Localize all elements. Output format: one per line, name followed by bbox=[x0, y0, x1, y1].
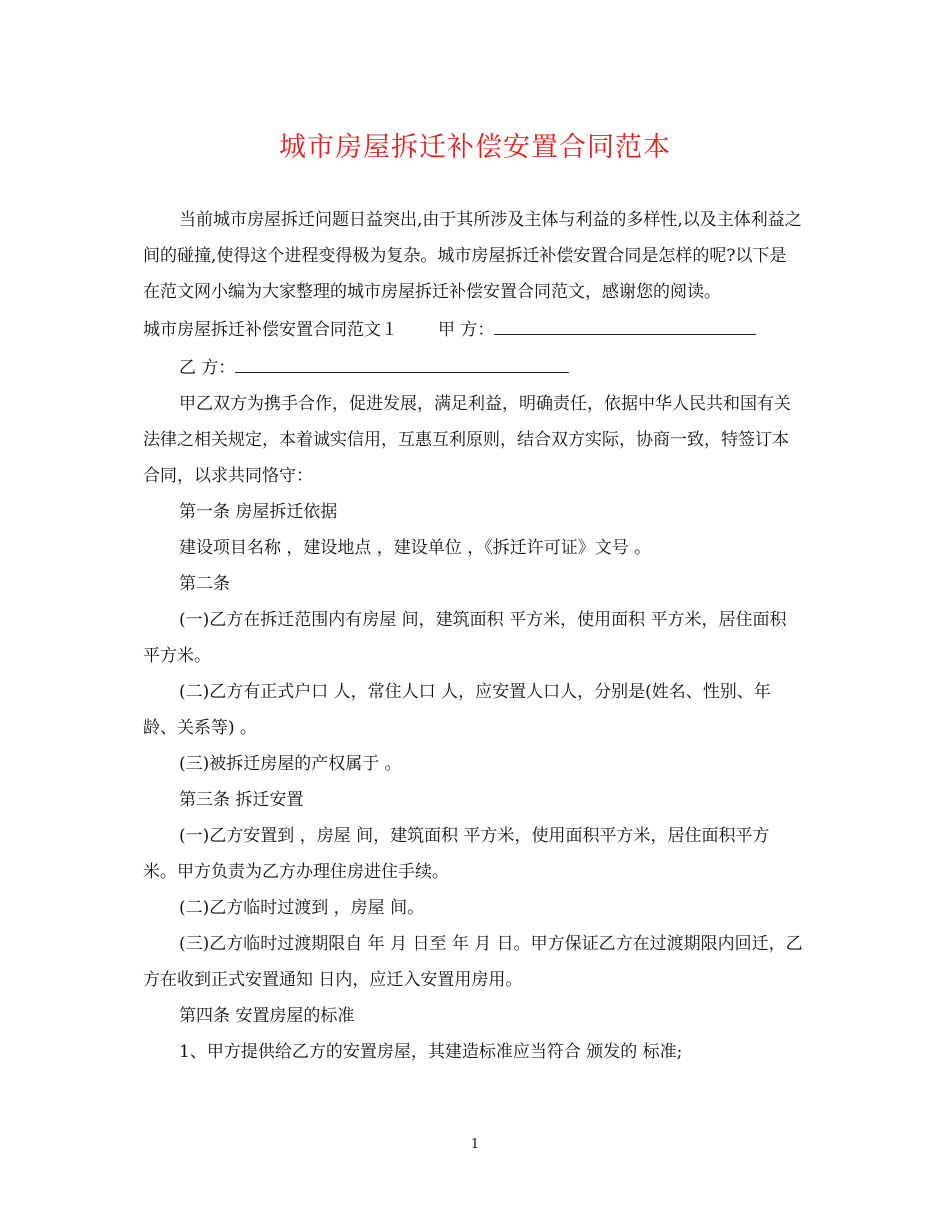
article-3-item-2: (二)乙方临时过渡到 ，房屋 间。 bbox=[179, 898, 425, 918]
party-b-label: 乙 方： bbox=[179, 358, 236, 378]
article-2-heading: 第二条 bbox=[179, 574, 230, 594]
sample-heading: 城市房屋拆迁补偿安置合同范文１ bbox=[143, 320, 398, 340]
document-title: 城市房屋拆迁补偿安置合同范本 bbox=[279, 132, 671, 163]
article-3-heading: 第三条 拆迁安置 bbox=[179, 790, 304, 810]
article-2-item-1: (一)乙方在拆迁范围内有房屋 间，建筑面积 平方米，使用面积 平方米，居住面积 平方米。 bbox=[143, 610, 787, 666]
article-3-item-1: (一)乙方安置到 ，房屋 间，建筑面积 平方米，使用面积平方米，居住面积平方米。甲方负责为乙方办理住房进住手续。 bbox=[143, 826, 770, 882]
party-a-row bbox=[143, 310, 803, 348]
agreement-paragraph: 甲乙双方为携手合作，促进发展，满足利益，明确责任，依据中华人民共和国有关法律之相关规定，本着诚实信用，互惠互利原则，结合双方实际，协商一致，特签订本合同，以求共同恪守： bbox=[143, 394, 791, 486]
document-body bbox=[143, 202, 803, 1070]
page-number: 1 bbox=[470, 1137, 480, 1152]
article-2-item-2: (二)乙方有正式户口 人，常住人口 人，应安置人口人，分别是(姓名、性别、年龄、关系等) 。 bbox=[143, 682, 771, 738]
party-a-blank-line bbox=[494, 310, 756, 335]
article-3-item-3: (三)乙方临时过渡期限自 年 月 日至 年 月 日。甲方保证乙方在过渡期限内回迁，乙方在收到正式安置通知 日内，应迁入安置用房用。 bbox=[143, 934, 803, 990]
party-b-row bbox=[143, 348, 803, 386]
article-1-text: 建设项目名称 ，建设地点 ，建设单位 ，《拆迁许可证》文号 。 bbox=[179, 538, 652, 558]
intro-paragraph: 当前城市房屋拆迁问题日益突出,由于其所涉及主体与利益的多样性,以及主体利益之间的碰撞,使得这个进程变得极为复杂。城市房屋拆迁补偿安置合同是怎样的呢?以下是在范文网小编为大家整理的城市房屋拆迁补偿安置合同范文，感谢您的阅读。 bbox=[143, 210, 802, 302]
party-b-blank-line bbox=[235, 348, 569, 373]
article-2-item-3: (三)被拆迁房屋的产权属于 。 bbox=[179, 754, 402, 774]
party-a-label: 甲 方： bbox=[438, 320, 495, 340]
article-4-item-1: 1、甲方提供给乙方的安置房屋，其建造标准应当符合 颁发的 标准; bbox=[179, 1042, 683, 1062]
article-1-heading: 第一条 房屋拆迁依据 bbox=[179, 502, 338, 522]
article-4-heading: 第四条 安置房屋的标准 bbox=[179, 1006, 355, 1026]
